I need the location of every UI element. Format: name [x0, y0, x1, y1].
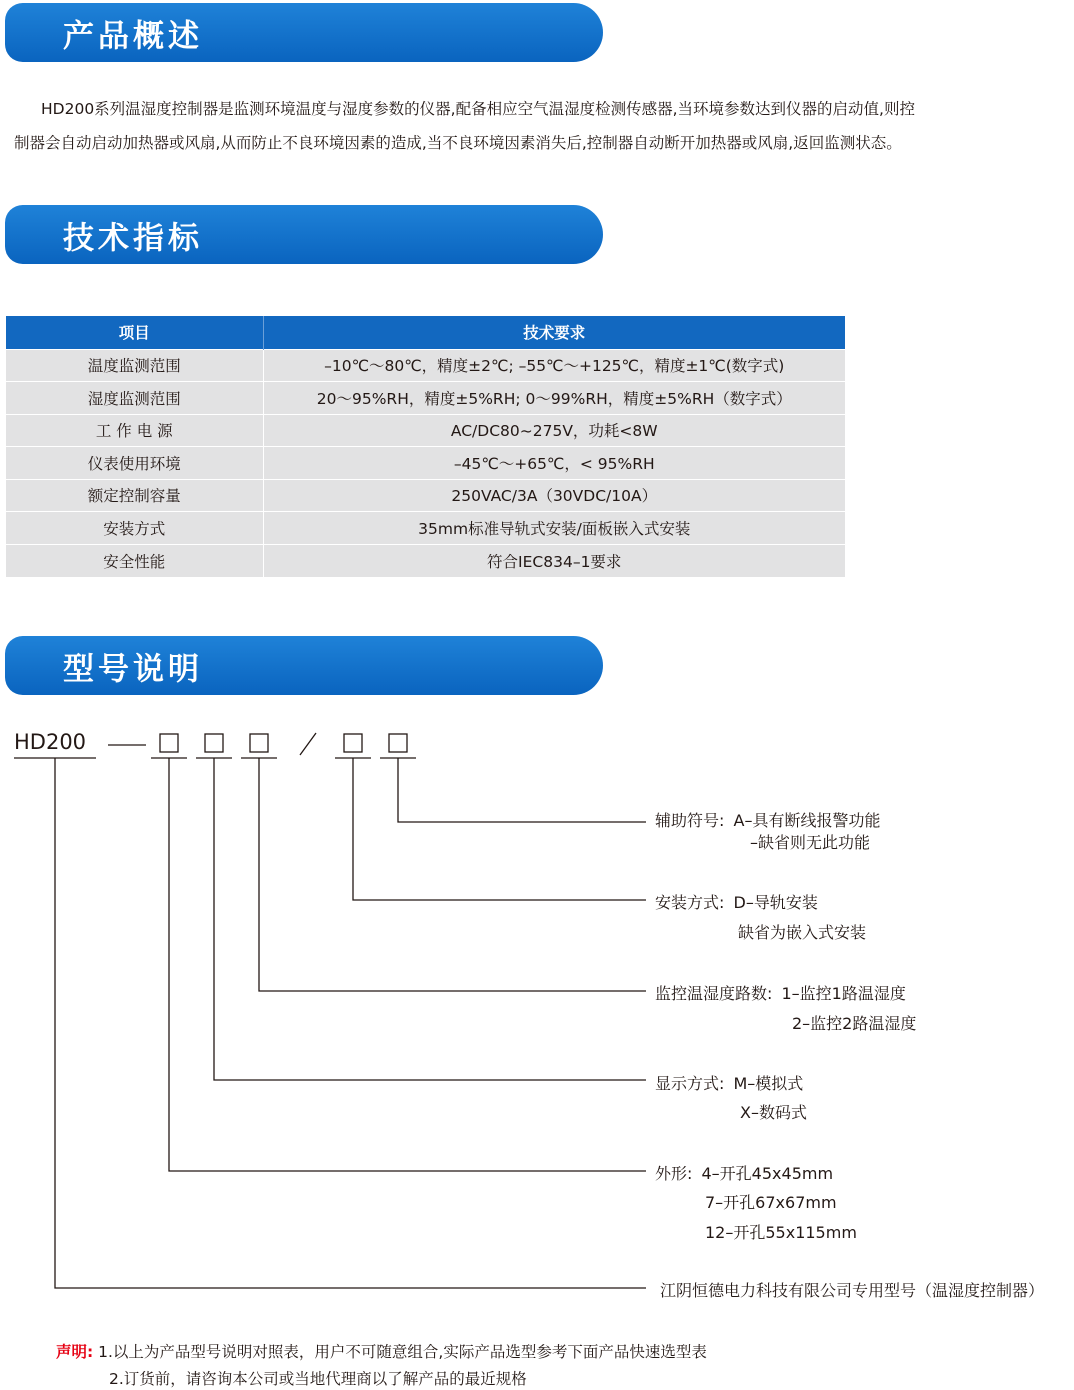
- option-line: –缺省则无此功能: [750, 833, 871, 852]
- table-cell: 250VAC/3A（30VDC/10A）: [263, 479, 845, 512]
- section-header-model: [5, 636, 603, 695]
- option-label: [655, 1071, 803, 1094]
- intro-paragraph: [14, 92, 1014, 160]
- table-cell: 35mm标准导轨式安装/面板嵌入式安装: [263, 512, 845, 545]
- option-line: 缺省为嵌入式安装: [738, 923, 867, 942]
- leader-line: [259, 758, 646, 991]
- option-title: 安装方式:: [655, 893, 725, 912]
- option-label: [655, 981, 906, 1004]
- code-box: [160, 734, 178, 752]
- option-title: 外形:: [655, 1164, 693, 1183]
- option-line: D–导轨安装: [733, 893, 818, 912]
- table-cell: 安装方式: [6, 512, 263, 545]
- code-box: [389, 734, 407, 752]
- code-box: [205, 734, 223, 752]
- table-cell: 温度监测范围: [6, 349, 263, 382]
- option-title: 监控温湿度路数:: [655, 984, 773, 1003]
- disclaimer: [56, 1339, 707, 1390]
- table-row: [6, 349, 845, 382]
- section-header-spec: [5, 205, 603, 264]
- disclaimer-line: 2.订货前，请咨询本公司或当地代理商以了解产品的最近规格: [109, 1370, 527, 1388]
- table-cell: 符合IEC834–1要求: [263, 544, 845, 577]
- table-cell: 安全性能: [6, 544, 263, 577]
- table-cell: AC/DC80~275V，功耗<8W: [263, 414, 845, 447]
- option-line: 2–监控2路温湿度: [792, 1014, 917, 1033]
- spec-table: [6, 316, 845, 577]
- intro-line: HD200系列温湿度控制器是监测环境温度与湿度参数的仪器,配备相应空气温湿度检测传感器,当环境参数达到仪器的启动值,则控: [41, 100, 915, 118]
- option-label: [655, 808, 880, 831]
- table-cell: –10℃～80℃，精度±2℃; –55℃～+125℃，精度±1℃(数字式): [263, 349, 845, 382]
- option-line: 4–开孔45x45mm: [701, 1164, 834, 1183]
- option-label: [655, 1161, 833, 1184]
- manufacturer-label: 江阴恒德电力科技有限公司专用型号（温湿度控制器）: [660, 1281, 1045, 1300]
- option-title: 辅助符号:: [655, 811, 725, 830]
- table-header-row: [6, 316, 845, 349]
- model-diagram-lines: [0, 700, 1074, 1300]
- option-title: 显示方式:: [655, 1074, 725, 1093]
- column-header: 技术要求: [263, 316, 845, 349]
- option-line: 1–监控1路温湿度: [781, 984, 906, 1003]
- disclaimer-text: 1.以上为产品型号说明对照表，用户不可随意组合,实际产品选型参考下面产品快速选型表: [98, 1343, 707, 1361]
- option-line: X–数码式: [740, 1103, 807, 1122]
- option-line: 7–开孔67x67mm: [705, 1193, 837, 1212]
- slash-separator: [300, 733, 316, 755]
- intro-line: 制器会自动启动加热器或风扇,从而防止不良环境因素的造成,当不良环境因素消失后,控制器自动断开加热器或风扇,返回监测状态。: [14, 134, 902, 152]
- table-row: [6, 512, 845, 545]
- disclaimer-line: [56, 1339, 707, 1366]
- table-row: [6, 414, 845, 447]
- code-box: [250, 734, 268, 752]
- section-title: 技术指标: [63, 220, 203, 256]
- table-row: [6, 479, 845, 512]
- section-title: 型号说明: [63, 651, 203, 687]
- leader-line: [214, 758, 646, 1080]
- option-label: [655, 890, 818, 913]
- disclaimer-label: 声明:: [56, 1343, 94, 1361]
- model-diagram: [0, 700, 1074, 1300]
- option-line: M–模拟式: [733, 1074, 804, 1093]
- option-line: 12–开孔55x115mm: [705, 1223, 857, 1242]
- table-cell: 额定控制容量: [6, 479, 263, 512]
- table-row: [6, 382, 845, 415]
- leader-line: [169, 758, 646, 1171]
- leader-line: [398, 758, 646, 822]
- table-cell: –45℃～+65℃，< 95%RH: [263, 447, 845, 480]
- table-row: [6, 544, 845, 577]
- leader-line: [353, 758, 646, 900]
- table-row: [6, 447, 845, 480]
- table-cell: 湿度监测范围: [6, 382, 263, 415]
- column-header: 项目: [6, 316, 263, 349]
- table-cell: 20～95%RH，精度±5%RH; 0～99%RH，精度±5%RH（数字式）: [263, 382, 845, 415]
- model-code: HD200: [14, 730, 87, 754]
- code-box: [344, 734, 362, 752]
- table-cell: 工 作 电 源: [6, 414, 263, 447]
- option-line: A–具有断线报警功能: [733, 811, 881, 830]
- section-title: 产品概述: [63, 18, 203, 54]
- leader-line: [55, 758, 646, 1288]
- section-header-overview: [5, 3, 603, 62]
- table-cell: 仪表使用环境: [6, 447, 263, 480]
